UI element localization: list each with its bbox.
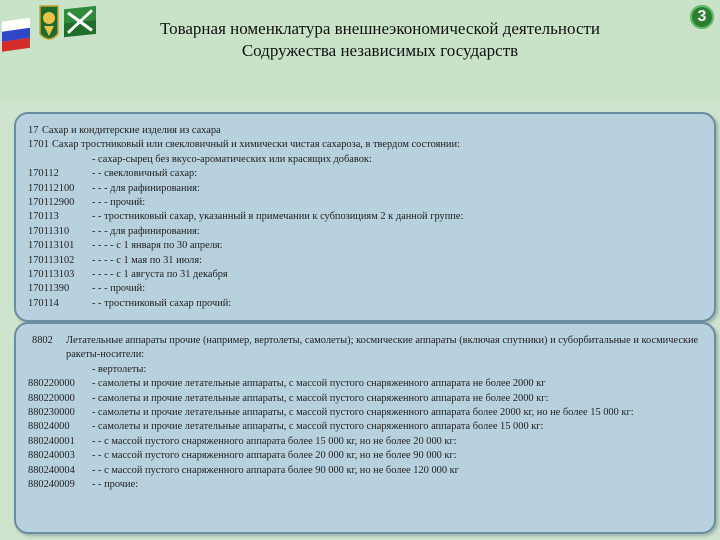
item-description: - - тростниковый сахар прочий: xyxy=(92,297,232,309)
item-code: 170114 xyxy=(28,297,59,309)
item-code xyxy=(28,153,92,167)
item-description: - - с массой пустого снаряженного аппарата более 90 000 кг, но не более 120 000 кг xyxy=(92,464,459,476)
list-item xyxy=(28,239,708,253)
item-code: 880220000 xyxy=(28,378,75,390)
item-code: 880240003 xyxy=(28,450,75,462)
item-description: - - - - с 1 января по 30 апреля: xyxy=(92,240,223,252)
russia-flag-customs-emblem-icon xyxy=(0,0,100,60)
item-description: - самолеты и прочие летательные аппараты, с массой пустого снаряженного аппарата не более 2000 кг xyxy=(92,378,546,390)
item-description: - - - для рафинирования: xyxy=(92,225,200,237)
sugar-codes-panel xyxy=(14,112,716,322)
list-item xyxy=(28,254,708,268)
list-item xyxy=(28,182,708,196)
list-item xyxy=(28,377,708,391)
item-description: - самолеты и прочие летательные аппараты, с массой пустого снаряженного аппарата более 15 000 кг: xyxy=(92,421,544,433)
item-code: 170113101 xyxy=(28,240,75,252)
aircraft-codes-panel xyxy=(14,322,716,534)
list-item xyxy=(28,282,708,296)
item-description: - - - прочий: xyxy=(92,197,146,209)
item-description: - - свекловичный сахар: xyxy=(92,168,198,180)
list-item xyxy=(28,268,708,282)
aircraft-codes-list xyxy=(28,334,708,492)
list-item xyxy=(28,210,708,224)
list-item xyxy=(28,225,708,239)
item-description: - вертолеты: xyxy=(92,363,147,375)
item-code: 88024000 xyxy=(28,421,70,433)
item-description: - - прочие: xyxy=(92,479,139,491)
item-code: 880240004 xyxy=(28,464,75,476)
item-code: 170113 xyxy=(28,211,59,223)
item-code: 880230000 xyxy=(28,407,75,419)
item-code: 170113102 xyxy=(28,254,75,266)
list-item xyxy=(28,420,708,434)
page-title-line1: Товарная номенклатура внешнеэкономической деятельности xyxy=(159,19,601,38)
list-item xyxy=(28,435,708,449)
item-code: 1701 xyxy=(28,139,49,151)
item-code: 170112900 xyxy=(28,197,75,209)
item-description: - - - для рафинирования: xyxy=(92,182,200,194)
list-item xyxy=(28,196,708,210)
item-description: Сахар тростниковый или свекловичный и химически чистая сахароза, в твердом состоянии: xyxy=(52,139,460,151)
heading-description: Летательные аппараты прочие (например, вертолеты, самолеты); космические аппараты (включая спутники) и суборбитальные и космические ракеты-носители: xyxy=(66,335,699,361)
list-item xyxy=(28,167,708,181)
list-item xyxy=(28,153,708,167)
list-subheading xyxy=(28,363,708,377)
item-code: 880240001 xyxy=(28,435,75,447)
sugar-codes-list xyxy=(28,124,708,311)
list-item xyxy=(28,478,708,492)
item-description: - - тростниковый сахар, указанный в примечании к субпозициям 2 к данной группе: xyxy=(92,211,464,223)
list-item xyxy=(28,297,708,311)
list-item xyxy=(28,406,708,420)
list-item xyxy=(28,138,708,152)
item-description: - - - - с 1 августа по 31 декабря xyxy=(92,269,228,281)
item-code: 880240009 xyxy=(28,479,75,491)
list-item xyxy=(28,392,708,406)
item-description: - самолеты и прочие летательные аппараты, с массой пустого снаряженного аппарата более 2000 кг, но не более 15 000 кг: xyxy=(92,407,634,419)
slide-header xyxy=(0,0,720,100)
item-description: Сахар и кондитерские изделия из сахара xyxy=(42,125,221,136)
item-description: - - с массой пустого снаряженного аппарата более 15 000 кг, но не более 20 000 кг: xyxy=(92,435,457,447)
list-heading xyxy=(28,334,708,363)
page-title-line2: Содружества независимых государств xyxy=(241,41,519,60)
page-number-badge: 3 xyxy=(690,5,714,29)
item-description: - - - прочий: xyxy=(92,283,146,295)
item-code xyxy=(28,363,92,377)
item-code: 880220000 xyxy=(28,392,75,404)
list-item xyxy=(28,124,708,138)
item-code: 17011390 xyxy=(28,283,70,295)
item-description: - - с массой пустого снаряженного аппарата более 20 000 кг, но не более 90 000 кг: xyxy=(92,450,457,462)
item-code: 170113103 xyxy=(28,269,75,281)
list-item xyxy=(28,464,708,478)
list-item xyxy=(28,449,708,463)
heading-code: 8802 xyxy=(32,335,53,346)
item-code: 17 xyxy=(28,125,39,136)
item-code: 170112100 xyxy=(28,182,75,194)
item-description: - - - - с 1 мая по 31 июля: xyxy=(92,254,202,266)
item-description: - сахар-сырец без вкусо-ароматических или красящих добавок: xyxy=(92,153,372,165)
item-description: - самолеты и прочие летательные аппараты, с массой пустого снаряженного аппарата не более 2000 кг: xyxy=(92,392,549,404)
item-code: 17011310 xyxy=(28,225,70,237)
item-code: 170112 xyxy=(28,168,59,180)
